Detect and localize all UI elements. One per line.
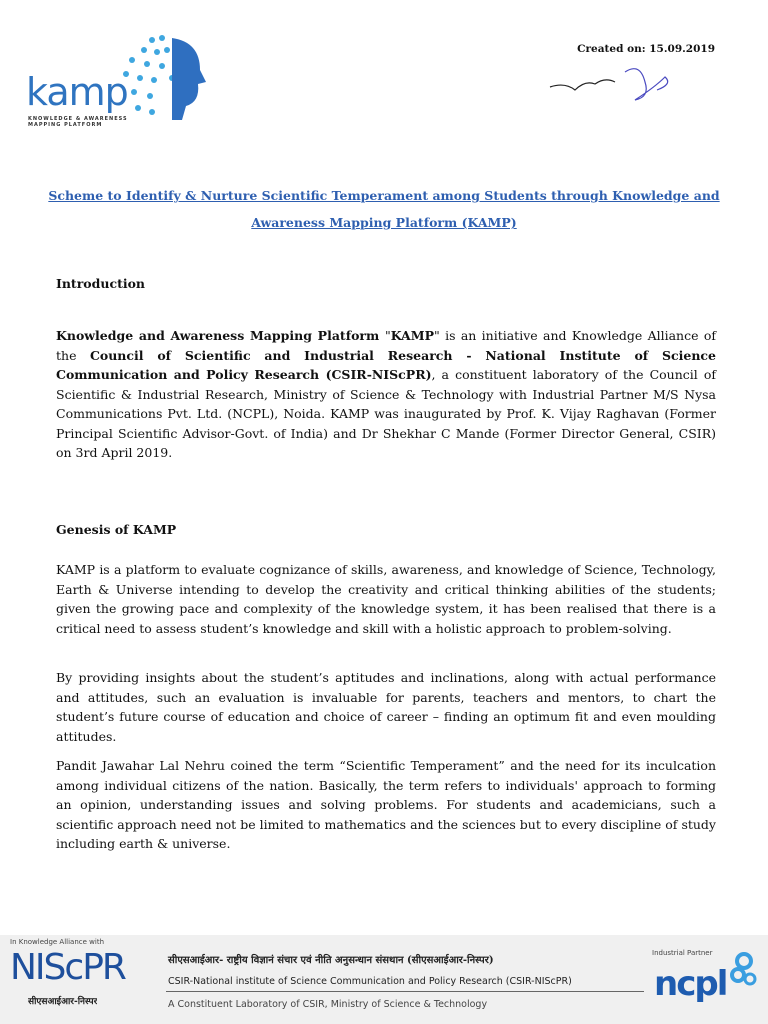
logo-wordmark: kamp	[26, 70, 128, 114]
genesis-paragraph-3: Pandit Jawahar Lal Nehru coined the term “Scientific Temperament” and the need for its inculcation among individual citizens of the nation. Basically, the term refers to individuals' approach to forming an opinion, understanding issues and solving problems. For students and academicians, such a scientific approach need not be limited to mathematics and the sciences but to every discipline of study including earth & universe.	[56, 758, 716, 851]
intro-text-1: "	[384, 328, 391, 343]
niscpr-hindi-logo: सीएसआईआर-निस्पर	[28, 997, 98, 1007]
niscpr-logo: NIScPR	[10, 947, 125, 988]
heading-genesis: Genesis of KAMP	[56, 522, 177, 537]
intro-paragraph	[56, 326, 716, 463]
ncpl-swirl-icon	[728, 951, 758, 991]
signature-image	[545, 62, 710, 102]
niscpr-english-name: CSIR-National institute of Science Communication and Policy Research (CSIR-NIScPR)	[168, 976, 572, 987]
constituent-text: A Constituent Laboratory of CSIR, Ministry of Science & Technology	[168, 999, 488, 1010]
footer-divider	[166, 991, 644, 992]
ncpl-logo: ncpl	[654, 964, 727, 1004]
created-date: Created on: 15.09.2019	[577, 43, 715, 55]
kamp-logo	[22, 30, 212, 128]
alliance-label: In Knowledge Alliance with	[10, 938, 105, 946]
niscpr-hindi-name: सीएसआईआर- राष्ट्रीय विज्ञानं संचार एवं नीति अनुसन्धान संसथान (सीएसआईआर-निस्पर)	[168, 955, 494, 966]
heading-introduction: Introduction	[56, 276, 146, 291]
genesis-paragraph-2: By providing insights about the student’s aptitudes and inclinations, along with actual performance and attitudes, such an evaluation is invaluable for parents, teachers and mentors, to chart the student’s future course of education and choice of career – finding an optimum fit and even moulding attitudes.	[56, 670, 716, 744]
intro-bold-1: Knowledge and Awareness Mapping Platform	[56, 328, 385, 343]
logo-subtitle: KNOWLEDGE & AWARENESS MAPPING PLATFORM	[28, 116, 128, 128]
intro-text-3: , a constituent laboratory of the Council of Scientific & Industrial Research, Ministry of Science & Technology with Industrial Partner M/S Nysa Communications Pvt. Ltd. (NCPL), Noida. KAMP was inaugurated by Prof. K. Vijay Raghavan (Former Principal Scientific Advisor-Govt. of India) and Dr Shekhar C Mande (Former Director General, CSIR) on 3rd April 2019.	[56, 367, 716, 460]
document-title: Scheme to Identify & Nurture Scientific Temperament among Students through Knowledge and Awareness Mapping Platform (KAMP)	[48, 188, 720, 230]
footer	[0, 935, 768, 1024]
genesis-paragraph-1: KAMP is a platform to evaluate cognizance of skills, awareness, and knowledge of Science, Technology, Earth & Universe intending to develop the creativity and critical thinking abilities of the students; given the growing pace and complexity of the knowledge system, it has been realised that there is a critical need to assess student’s knowledge and skill with a holistic approach to problem-solving.	[56, 562, 716, 636]
partner-label: Industrial Partner	[652, 949, 713, 957]
intro-text-2: " is an initiative and Knowledge Alliance of the	[56, 328, 716, 363]
intro-bold-2: KAMP	[390, 328, 434, 343]
intro-bold-3: Council of Scientific and Industrial Research - National Institute of Science Communication and Policy Research (CSIR-NIScPR)	[56, 347, 716, 382]
